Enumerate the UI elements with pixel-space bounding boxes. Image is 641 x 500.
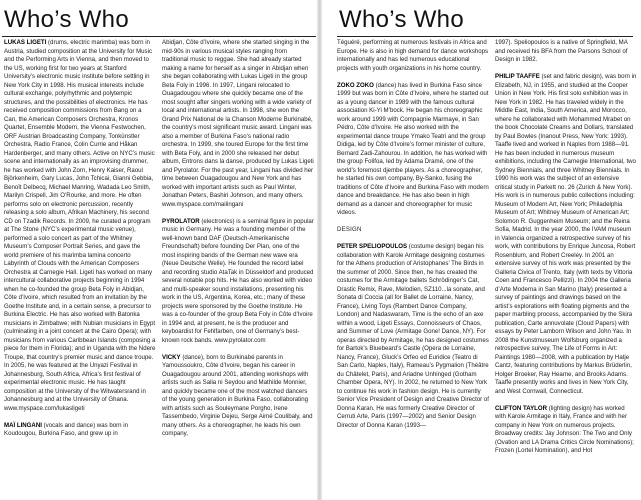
bio-name: VICKY [162,353,181,361]
bio-text: 1997). Speliopoulos is a native of Springfield, MA and received his BFA from the Parsons School of Design in 1982. [495,39,628,63]
right-column-2 [495,39,637,456]
bio-name: CLIFTON TAYLOR [495,404,548,412]
title-rule [337,36,633,37]
bio-text: (costume design) began his collaboration with Karole Armitage designing costumes for the Athens production of Aristophanes’ The Birds in the summer of 2000. Since then, he has created the costumes for the Armitage ballets Schrödinger’s Cat, Drastic Remix, Rave, Melodien, SZ110...la sonate, and Sonata di Coccia (all for Ballet de Lorraine, Nancy, France), Living Toys (Rambert Dance Company, London) and Nadaswaram, Time is the echo of an axe within a wood, Ligeti Essays, Connoisseurs of Chaos, and Summer of Love (Armitage Gone! Dance, NY). For operas directed by Armitage, he has designed costumes for Bartok’s Bluebeard’s Castle (Opera de Lorraine, Nancy, France), Gluck’s Orfeo ed Euridice (Teatro di San Carlo, Naples, Italy), Rameau’s Pygmalion (Théâtre du Châtelet, Paris), and Ariadne Unhinged (Gotham Chamber Opera, NY). In 2002, he returned to New York to continue his work in fashion design. He is currently Senior Vice President of Design and Creative Director of Donna Karan. He was formerly Creative Director of Cerruti Arte, Paris (1997—2002) and Senior Design Director of Donna Karan (1993— [337,243,489,429]
bio-name: MAÏ LINGANI [4,421,42,429]
bio-text: (electronics) is a seminal figure in popular music in Germany. He was a founding member of the well-known band DAF (Deutsch-Amerikanische Freundschaft) before founding Der Plan, one of the most inspiring bands of the German new wave era (Neue Deutsche Welle). He founded the record label and recording studio AtaTak in Düsseldorf and produced several notable pop hits. He has also worked with video and multi-speaker sound installations, presenting his work in the US, Argentina, Korea, etc.; many of these projects were sponsored by the Goethe Institute. He was a co-founder of the group Beta Foly in Côte d’Ivoire in 1994 and, at present, he is the producer and keyboardist for Fehlfarben, one of Germany’s best-known rock bands. www.pyrolator.com [162,217,314,344]
bio-text: Abidjan, Côte d’Ivoire, where she started singing in the mid-90s in various musical styles ranging from traditional music to reggae. She had already started making a name for herself as a singer in Abidjan when she began collaborating with Lukas Ligeti in the group Beta Foly in 1996. In 1997, Lingani relocated to Ouagadougou where she quickly became one of the most sought after singers working with a wide variety of local and international artists. In 1998, she won the Grand Prix National de la Chanson Moderne Burkinabé, the country’s most significant music award. Lingani was also a member of Burkina Faso’s national radio orchestra. In 1999, she toured Europe for the first time with Beta Foly, and in 2000 she released her debut album, Entrons dans la danse, produced by Lukas Ligeti and Pyrolator. For the past year, Lingani has divided her time between Ouagadougou and New York and has worked with important artists such as Paul Winter, Jonathan Peters, Bashiri Johnson, and many others. www.myspace.com/mailingani [162,39,314,208]
right-page-title: Who’s Who [339,6,464,33]
bio-philip-taaffe [495,73,637,396]
bio-clifton-taylor [495,405,637,456]
left-column-2 [162,39,314,439]
bio-name: LUKAS LIGETI [4,39,47,46]
bio-text: (vocals and dance) was born in Koudougou, Burkina Faso, and grew up in [4,421,128,437]
bio-lukas-ligeti [4,39,156,413]
bio-vicky [162,354,314,439]
left-column-1 [4,39,156,439]
bio-zoko-zoko [337,82,489,218]
bio-name: ZOKO ZOKO [337,81,374,89]
right-column-1 [337,39,489,430]
right-page [321,0,641,500]
bio-mai-lingani-cont [162,39,314,209]
bio-mai-lingani [4,422,156,439]
bio-peter-speliopoulos [337,243,489,430]
left-page-title: Who’s Who [4,6,129,33]
bio-speliopoulos-cont [495,39,637,65]
bio-text: (drums, electric marimba) was born in Austria, studied composition at the University for Music and the Performing Arts in Vienna, and then moved to the US, working first for two years at Stanford University’s electronic music institute before settling in New York City in 1998. His musical interests include cultural exchange, polyrhythmic and polytempic structures, and the possibilities of electronics. He has received composition commissions from Bang on a Can, the American Composers Orchestra, Kronos Quartet, Ensemble Modern, the Vienna Festwochen, ORF Austrian Broadcasting Company, Tonkünstler Orchestra, Radio France, Colin Currie and Håkan Hardenberger, and many others. Active on NYC’s music scene and internationally as an improvising drummer, he has worked with John Zorn, Henry Kaiser, Raoul Björkenheim, Gary Lucas, John Tchicai, Gianni Gebbia, Benoît Delbecq, Michael Manring, Wadada Leo Smith, Marilyn Crispell, Jim O’Rourke, and more. He often performs solo on electronic percussion, recently releasing a solo album, Afrikan Machinery, his second CD on Tzadik Records. In 2009, he curated a program at The Stone (NYC’s experimental music venue), performed a solo concert as part of the Whitney Museum’s Composer Portrait Series, and gave the world premiere of his marimba lamina concerto Labyrinth of Clouds with the American Composers Orchestra at Carnegie Hall. Ligeti has worked on many intercultural collaborative projects beginning in 1994 when he co-founded the group Beta Foly in Abidjan, Côte d’Ivoire, which resulted from an invitation by the Goethe Institute and, in a certain sense, a precursor to Burkina Electric. He has also worked with Batonka musicians in Zimbabwe; with Nubian musicians in Egypt (culminating in a joint concert at the Cairo Opera); with musicians from various Caribbean Islands (composing a piece for them in Florida); and in Uganda with the Ndere Troupe, that country’s premier music and dance troupe. In 2005, he was featured at the Unyazi Festival in Johannesburg, South Africa, Africa’s first festival of experimental electronic music. He has taught composition at the University of the Witwatersrand in Johannesburg and at the University of Ghana. www.myspace.com/lukasligeti [4,39,156,412]
bio-vicky-cont [337,39,489,73]
bio-pyrolator [162,218,314,346]
section-label-design: DESIGN [337,226,362,233]
bio-text: (set and fabric design), was born in Elizabeth, NJ, in 1955, and studied at the Cooper Union in New York. His first solo exhibition was in New York in 1982. He has traveled widely in the Middle East, India, South America, and Morocco, where he collaborated with Mohammed Mrabet on the book Chocolate Creams and Dollars, translated by Paul Bowles (Inanout Press, New York: 1993). Taaffe lived and worked in Naples from 1988—91. He has been included in numerous museum exhibitions, including the Carnegie International, two Sydney Biennials, and three Whitney Biennials. In 1990 his work was the subject of an extensive critical study in Parkett no. 26 (Zurich & New York). His work is in numerous public collections including: Museum of Modern Art, New York; Philadelphia Museum of Art; Whitney Museum of American Art; Solomon R. Guggenheim Museum; and the Reina Sofia, Madrid. In the year 2000, the IVAM museum in Valencia organized a retrospective survey of his work, with contributions by Enrique Juncosa, Robert Rosenblum, and Robert Creeley. In 2001 an extensive survey of his work was presented by the Galleria Civica of Trento, Italy (with texts by Vittoria Coen and Francesco Pellizzi). In 2004 the Galleria d’Arte Moderna in San Marino (Italy) presented a survey of paintings and drawings based on the artist’s explorations with floating pigments and the paper marbling process, accompanied by the Skira publication, Carte annuvolate (Cloud Papers) with essays by Peter Lamborn Wilson and John Yau. In 2008 the Kunstmuseum Wolfsburg organized a retrospective survey, The Life of Forms in Art: Paintings 1980—2008, with a publication by Hatje Cantz, featuring contributions by Markus Brüderlin, Holger Broeker, Ray Hearne, and Brooks Adams. Taaffe presently works and lives in New York City, and West Cornwall, Connecticut. [495,73,637,395]
bio-name: PETER SPELIOPOULOS [337,243,408,250]
title-rule [2,36,316,37]
bio-name: PHILIP TAAFFE [495,73,540,80]
bio-text: (dance) has lived in Burkina Faso since 1999 but was born in Côte d’Ivoire, where he started out as a young dancer in 1989 with the famous cultural association Ki-Yi M’bock. He began his choreographic work around 1999 with Compagnie Marmaye, in San Pédro, Côte d’Ivoire. He also worked with the experimental dance troupe Ymako Teatri and the group Didiga, led by Côte d’Ivoire’s former minister of culture, Bernard Zadi-Zahourou. In addition, he has worked with the group Folifoa, led by Adama Dramé, one of the world’s foremost djembe players. As a choreographer, he started his own company, By-Sanko, fusing the traditions of Côte d’Ivoire and Burkina Faso with modern dance and breakdance. He has also been in high demand as a dancer and choreographer for music videos. [337,81,489,216]
bio-text: (dance), born to Burkinabé parents in Yamoussoukro, Côte d’Ivoire, began his career in Ouagadougou around 2001, attending workshops with artists such as Salia ni Seydou and Mathilde Monnier, and quickly became one of the most watched dancers of the young generation in Burkina Faso, collaborating with artists such as Souleymane Porgho, Irene Tassembedo, Virginie Dejeu, Serge Aimé Coulibaly, and many others. As a choreographer, he leads his own company, [162,353,313,437]
bio-text: (lighting design) has worked with Karole Armitage in Italy, France and with her company in New York on numerous projects. Broadway credits: Jay Johnson: The Two and Only (Ovation and LA Drama Critics Circle Nominations); Frozen (Lortel Nomination), and Hot [495,404,634,454]
bio-text: Téguéré, performing at numerous festivals in Africa and Europe. He is also in high demand for dance workshops internationally and has led numerous educational projects with youth organizations in his home country. [337,39,489,72]
bio-name: PYROLATOR [162,217,200,225]
left-page [0,0,318,500]
